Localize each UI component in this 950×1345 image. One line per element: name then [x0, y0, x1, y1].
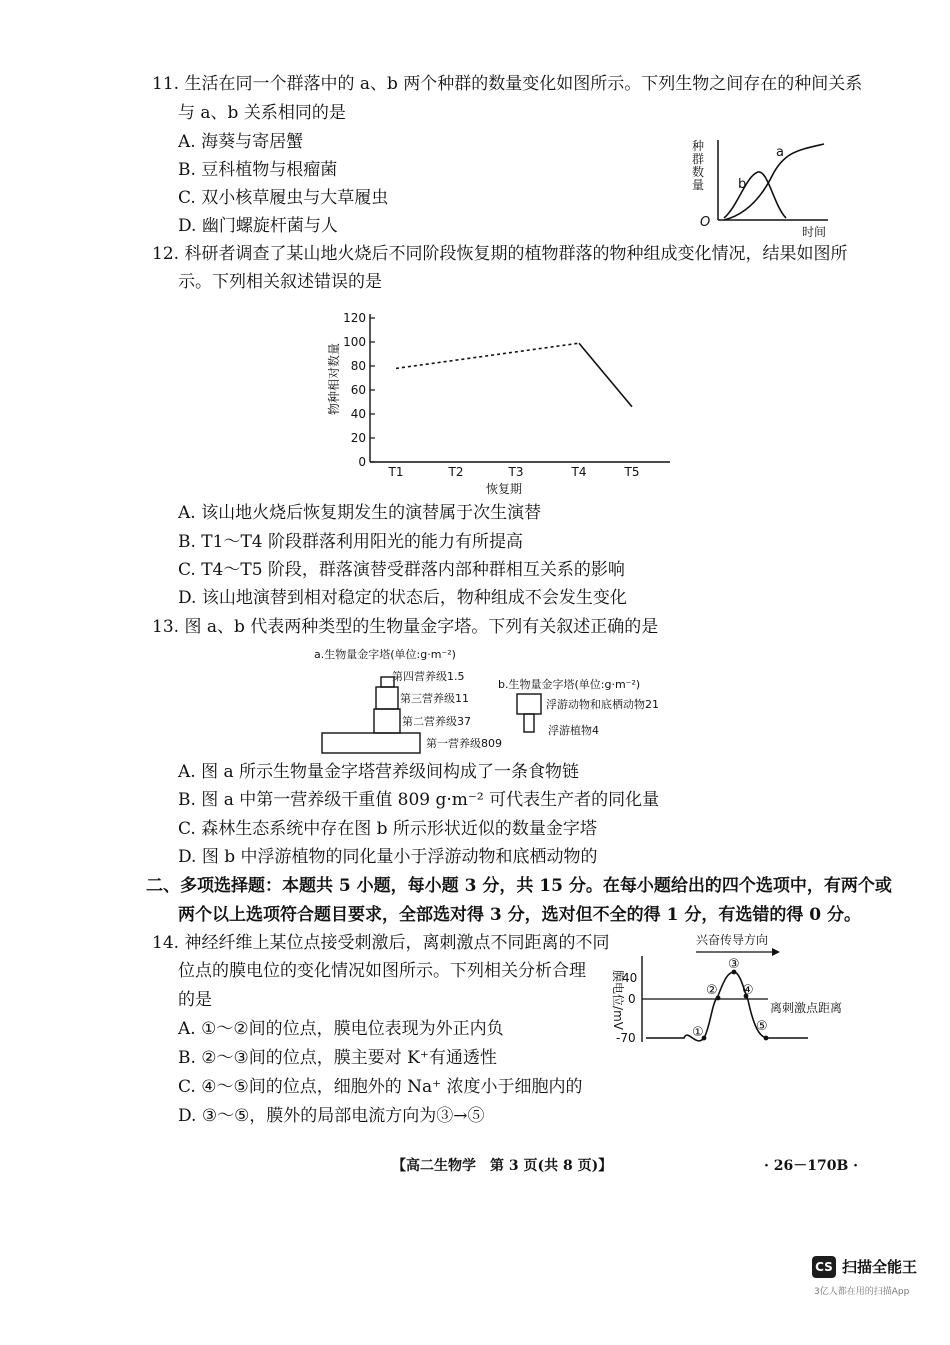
q14-option-a: A. ①～②间的位点，膜电位表现为外正内负: [178, 1019, 504, 1039]
q11-origin-label: O: [700, 215, 711, 230]
q11-label-a: a: [776, 145, 784, 160]
q14-point-3: ③: [728, 957, 740, 972]
q11-population-graph: [688, 136, 848, 240]
pyramid-a-level2-label: 第二营养级37: [402, 715, 471, 728]
q12-ytick-label-80: 80: [350, 359, 366, 373]
q14-point-1: ①: [692, 1025, 704, 1040]
q14-x-axis-label: 离刺激点距离: [770, 1001, 843, 1015]
q12-species-chart: [320, 305, 680, 501]
q12-ytick-label-100: 100: [343, 335, 366, 349]
section2-line1: 二、多项选择题：本题共 5 小题，每小题 3 分，共 15 分。在每小题给出的四个选项中，有两个或: [146, 876, 892, 896]
q11-y-label: 种群数量: [692, 139, 705, 192]
q11-label-b: b: [738, 177, 747, 192]
pyramid-a-level2-bar: [374, 709, 400, 733]
pyramid-b-level1-label: 浮游植物4: [548, 724, 599, 737]
page-code: · 26－170B ·: [764, 1158, 859, 1174]
q12-option-b: B. T1～T4 阶段群落利用阳光的能力有所提高: [178, 532, 524, 552]
camscanner-tagline: 3亿人都在用的扫描App: [814, 1287, 910, 1297]
q13-option-c: C. 森林生态系统中存在图 b 所示形状近似的数量金字塔: [178, 819, 597, 839]
q13-option-b: B. 图 a 中第一营养级干重值 809 g·m⁻² 可代表生产者的同化量: [178, 790, 660, 810]
q11-line1: 11. 生活在同一个群落中的 a、b 两个种群的数量变化如图所示。下列生物之间存在的种间关系: [152, 74, 863, 94]
q12-ytick-label-40: 40: [350, 407, 366, 421]
camscanner-name: 扫描全能王: [842, 1258, 918, 1276]
q14-line3: 的是: [178, 990, 212, 1010]
q12-line1: 12. 科研者调查了某山地火烧后不同阶段恢复期的植物群落的物种组成变化情况，结果如图所: [152, 244, 848, 264]
q12-series-dashed: [396, 343, 579, 368]
q14-tick-0: 0: [628, 992, 636, 1006]
q13-option-d: D. 图 b 中浮游植物的同化量小于浮游动物和底栖动物的: [178, 847, 598, 867]
pyramid-a-level3-bar: [376, 687, 398, 709]
q14-direction-arrowhead: [772, 948, 780, 956]
q11-line2: 与 a、b 关系相同的是: [178, 103, 346, 123]
pyramid-b-title: b.生物量金字塔(单位:g·m⁻²): [498, 678, 641, 691]
q14-line2: 位点的膜电位的变化情况如图所示。下列相关分析合理: [178, 961, 586, 981]
q12-option-a: A. 该山地火烧后恢复期发生的演替属于次生演替: [178, 503, 542, 523]
q12-ytick-label-60: 60: [350, 383, 366, 397]
q14-point-4: ④: [742, 983, 754, 998]
pyramid-b-level2-label: 浮游动物和底栖动物21: [546, 698, 659, 711]
section2-line2: 两个以上选项符合题目要求，全部选对得 3 分，选对但不全的得 1 分，有选错的得 0 分。: [178, 905, 861, 925]
q14-tick-40: 40: [622, 971, 638, 985]
q12-xtick-T3: T3: [508, 465, 524, 479]
pyramid-b-level2-bar: [517, 694, 541, 714]
q14-arrow-label: 兴奋传导方向: [696, 933, 769, 947]
q11-option-a: A. 海葵与寄居蟹: [178, 132, 304, 152]
q12-y-axis-label: 物种相对数量: [327, 342, 341, 416]
q14-tick-neg70: -70: [616, 1031, 636, 1045]
q14-membrane-potential-graph: [600, 928, 850, 1054]
q12-xtick-T1: T1: [388, 465, 404, 479]
q11-x-label: 时间: [802, 225, 827, 239]
pyramid-a-level3-label: 第三营养级11: [400, 692, 469, 705]
q12-line2: 示。下列相关叙述错误的是: [178, 272, 382, 292]
q12-ytick-label-120: 120: [343, 311, 366, 325]
q12-x-axis-label: 恢复期: [485, 482, 523, 496]
q13-pyramids: [310, 642, 710, 758]
q12-xtick-T2: T2: [448, 465, 464, 479]
page-footer: 【高二生物学 第 3 页(共 8 页)】: [392, 1158, 613, 1174]
pyramid-b-level1-bar: [524, 714, 534, 732]
q12-option-d: D. 该山地演替到相对稳定的状态后，物种组成不会发生变化: [178, 588, 627, 608]
q14-point-5-dot: [764, 1036, 769, 1041]
q14-point-5: ⑤: [756, 1019, 768, 1034]
q13-line1: 13. 图 a、b 代表两种类型的生物量金字塔。下列有关叙述正确的是: [152, 617, 659, 637]
q14-option-b: B. ②～③间的位点，膜主要对 K⁺有通透性: [178, 1048, 497, 1068]
q12-series-solid: [579, 343, 632, 407]
pyramid-a-level1-label: 第一营养级809: [426, 737, 502, 750]
q11-curve-b: [724, 172, 786, 218]
q14-option-d: D. ③～⑤，膜外的局部电流方向为③→⑤: [178, 1106, 485, 1126]
q14-line1: 14. 神经纤维上某位点接受刺激后，离刺激点不同距离的不同: [152, 933, 610, 953]
q11-option-b: B. 豆科植物与根瘤菌: [178, 160, 338, 180]
q14-y-axis-label: 膜电位/mV: [611, 970, 625, 1030]
pyramid-a-level1-bar: [322, 733, 420, 753]
pyramid-a-level4-label: 第四营养级1.5: [392, 670, 465, 683]
q12-ytick-label-20: 20: [350, 431, 366, 445]
q12-xtick-T4: T4: [571, 465, 587, 479]
q12-ytick-label-0: 0: [358, 455, 366, 469]
pyramid-a-title: a.生物量金字塔(单位:g·m⁻²): [314, 648, 456, 661]
q12-option-c: C. T4～T5 阶段，群落演替受群落内部种群相互关系的影响: [178, 560, 625, 580]
camscanner-logo-icon: CS: [812, 1256, 836, 1278]
q12-xtick-T5: T5: [624, 465, 640, 479]
q11-option-c: C. 双小核草履虫与大草履虫: [178, 188, 389, 208]
q11-option-d: D. 幽门螺旋杆菌与人: [178, 216, 338, 236]
q13-option-a: A. 图 a 所示生物量金字塔营养级间构成了一条食物链: [178, 762, 580, 782]
q14-option-c: C. ④～⑤间的位点，细胞外的 Na⁺ 浓度小于细胞内的: [178, 1077, 583, 1097]
q14-point-2: ②: [706, 983, 718, 998]
